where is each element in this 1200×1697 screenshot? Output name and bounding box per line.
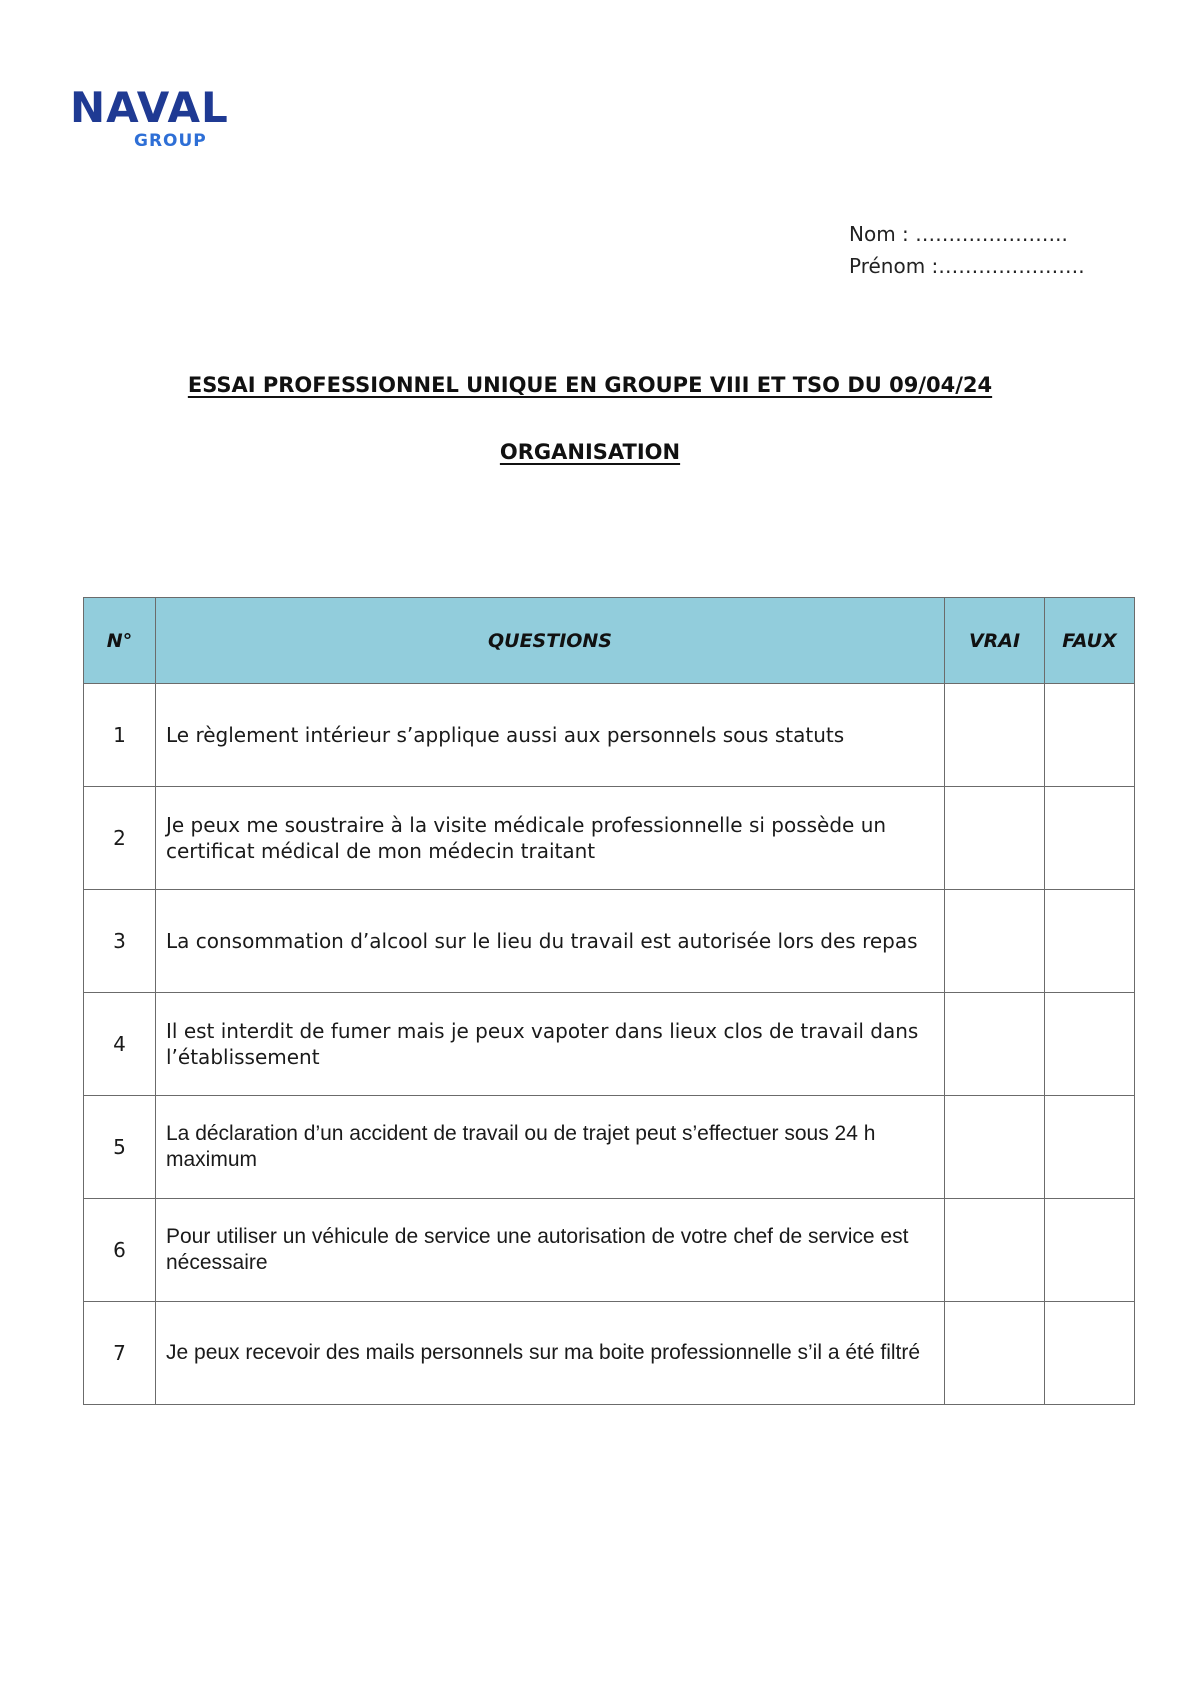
faux-cell[interactable] bbox=[1045, 1302, 1135, 1405]
faux-cell[interactable] bbox=[1045, 993, 1135, 1096]
row-question: Pour utiliser un véhicule de service une autorisation de votre chef de service est nécessaire bbox=[156, 1199, 945, 1302]
logo-sub: GROUP bbox=[134, 131, 207, 151]
faux-cell[interactable] bbox=[1045, 890, 1135, 993]
row-number: 4 bbox=[84, 993, 156, 1096]
prenom-field[interactable]: …………………. bbox=[938, 254, 1085, 278]
faux-cell[interactable] bbox=[1045, 1096, 1135, 1199]
table-header-row bbox=[84, 598, 1135, 684]
row-question: Je peux recevoir des mails personnels sur ma boite professionnelle s’il a été filtré bbox=[156, 1302, 945, 1405]
table-row bbox=[84, 684, 1135, 787]
row-number: 2 bbox=[84, 787, 156, 890]
vrai-cell[interactable] bbox=[945, 890, 1045, 993]
nom-label: Nom : bbox=[849, 222, 916, 246]
nom-field[interactable]: ………………….. bbox=[915, 222, 1068, 246]
vrai-cell[interactable] bbox=[945, 787, 1045, 890]
header-vrai: VRAI bbox=[945, 598, 1045, 684]
row-question: La consommation d’alcool sur le lieu du travail est autorisée lors des repas bbox=[156, 890, 945, 993]
vrai-cell[interactable] bbox=[945, 684, 1045, 787]
table-row bbox=[84, 1096, 1135, 1199]
nom-row bbox=[849, 218, 1085, 250]
row-number: 7 bbox=[84, 1302, 156, 1405]
row-question: La déclaration d’un accident de travail ou de trajet peut s’effectuer sous 24 h maximum bbox=[156, 1096, 945, 1199]
vrai-cell[interactable] bbox=[945, 993, 1045, 1096]
vrai-cell[interactable] bbox=[945, 1302, 1045, 1405]
table-row bbox=[84, 1199, 1135, 1302]
row-number: 5 bbox=[84, 1096, 156, 1199]
row-number: 3 bbox=[84, 890, 156, 993]
document-subtitle: ORGANISATION bbox=[499, 440, 681, 464]
header-questions: QUESTIONS bbox=[156, 598, 945, 684]
vrai-cell[interactable] bbox=[945, 1096, 1045, 1199]
naval-group-logo bbox=[70, 84, 290, 154]
row-question: Je peux me soustraire à la visite médicale professionnelle si possède un certificat médical de mon médecin traitant bbox=[156, 787, 945, 890]
row-number: 1 bbox=[84, 684, 156, 787]
faux-cell[interactable] bbox=[1045, 1199, 1135, 1302]
faux-cell[interactable] bbox=[1045, 684, 1135, 787]
table-row bbox=[84, 993, 1135, 1096]
vrai-cell[interactable] bbox=[945, 1199, 1045, 1302]
header-num: N° bbox=[84, 598, 156, 684]
row-number: 6 bbox=[84, 1199, 156, 1302]
document-title: ESSAI PROFESSIONNEL UNIQUE EN GROUPE VIII ET TSO DU 09/04/24 bbox=[187, 373, 993, 397]
quiz-table bbox=[83, 597, 1135, 1405]
logo-graphic bbox=[70, 84, 290, 154]
table-row bbox=[84, 890, 1135, 993]
row-question: Il est interdit de fumer mais je peux vapoter dans lieux clos de travail dans l’établissement bbox=[156, 993, 945, 1096]
prenom-label: Prénom : bbox=[849, 254, 939, 278]
table-row bbox=[84, 787, 1135, 890]
table-row bbox=[84, 1302, 1135, 1405]
faux-cell[interactable] bbox=[1045, 787, 1135, 890]
prenom-row bbox=[849, 250, 1085, 282]
identity-block bbox=[849, 218, 1085, 282]
logo-brand: NAVAL bbox=[70, 84, 229, 132]
row-question: Le règlement intérieur s’applique aussi aux personnels sous statuts bbox=[156, 684, 945, 787]
header-faux: FAUX bbox=[1045, 598, 1135, 684]
